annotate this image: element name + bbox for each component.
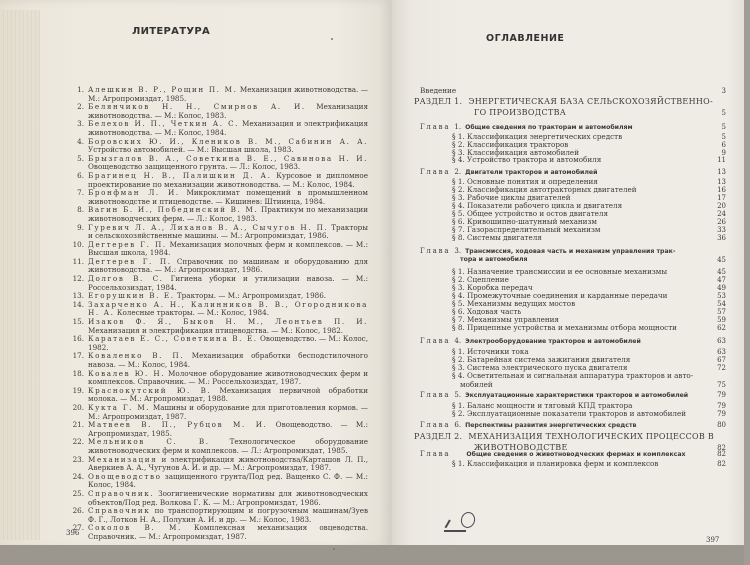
- toc-label: § 2. Сцепление: [452, 275, 509, 284]
- reference-title: Механизация молочных ферм и комплексов. — М.: Высшая школа, 1984.: [88, 239, 368, 258]
- toc-page-number: 79: [717, 391, 726, 399]
- reference-number: 25.: [72, 488, 84, 498]
- toc-label: [420, 450, 686, 459]
- toc-page-number: 45: [717, 268, 726, 276]
- reference-number: 26.: [72, 506, 84, 516]
- toc-label: § 6. Ходовая часть: [452, 307, 522, 316]
- reference-author: Дегтерев Г. П.: [88, 239, 167, 249]
- reference-number: 3.: [77, 119, 84, 129]
- reference-item: [68, 352, 368, 369]
- toc-page-number: 63: [717, 337, 726, 345]
- reference-title: Механизация и электрификация животноводства. — М.: Колос, 1984.: [88, 119, 369, 137]
- toc-page-number: 6: [721, 141, 726, 149]
- toc-label: § 2. Классификация тракторов: [452, 140, 569, 149]
- table-surface: [0, 545, 750, 565]
- reference-number: 16.: [72, 334, 84, 344]
- toc-label: § 2. Классификация автотракторных двигателей: [452, 185, 637, 194]
- chapter-number: 1.: [454, 123, 462, 131]
- reference-item: [68, 258, 368, 275]
- toc-label-continuation: мобилей: [460, 380, 493, 389]
- toc-label: § 5. Общее устройство и остов двигателя: [452, 209, 609, 218]
- reference-title: Механизация первичной обработки молока. — М.: Агропромиздат, 1988.: [88, 385, 368, 404]
- handwritten-underline-mark: [444, 530, 466, 532]
- reference-author: Изаков Ф. Я., Быков Н. М., Леонтьев П. И.: [88, 317, 368, 327]
- toc-page-number: 5: [721, 123, 726, 131]
- reference-author: Дегтерев Г. П.: [88, 256, 172, 266]
- reference-title: Тракторы. — М.: Агропромиздат, 1986.: [176, 291, 327, 301]
- reference-item: [68, 387, 368, 404]
- toc-page-number: 57: [717, 308, 726, 316]
- chapter-number: 5.: [454, 391, 462, 399]
- chapter-prefix: Глава: [420, 247, 451, 255]
- toc-label: [420, 421, 636, 430]
- reference-title: Механизация обработки бесподстилочного навоза. — М.: Колос, 1984.: [88, 351, 368, 369]
- section-title: МЕХАНИЗАЦИЯ ТЕХНОЛОГИЧЕСКИХ ПРОЦЕССОВ В: [468, 432, 715, 441]
- toc-label: § 3. Классификация автомобилей: [452, 148, 579, 157]
- reference-title: Механизация и электрификация птицеводства. — М.: Колос, 1982.: [88, 325, 344, 335]
- toc-page-number: 36: [717, 234, 726, 242]
- reference-title: Молочное оборудование животноводческих ферм и комплексов. Справочник. — М.: Россельхозиздат, 1987.: [88, 368, 368, 387]
- reference-title: по транспортирующим и погрузочным машинам/Зуев Ф. Г., Лотков Н. А., Полухин А. И. и др. — М.: Колос, 1983.: [88, 506, 368, 524]
- toc-page-number: 33: [717, 226, 726, 234]
- reference-item: [68, 241, 368, 258]
- toc-label: § 6. Кривошипно-шатунный механизм: [452, 217, 597, 226]
- toc-page-number: 20: [717, 202, 726, 210]
- reference-number: 11.: [72, 256, 84, 266]
- toc-label: [420, 123, 633, 132]
- reference-text: [88, 335, 368, 352]
- reference-number: 10.: [72, 239, 84, 249]
- chapter-title: Общие сведения по тракторам и автомобилям: [465, 124, 633, 131]
- chapter-number: 3.: [454, 247, 462, 255]
- reference-item: [68, 507, 368, 524]
- reference-text: [88, 258, 368, 275]
- toc-label: § 1. Назначение трансмиссии и ее основные механизмы: [452, 267, 668, 276]
- reference-text: [88, 387, 368, 404]
- reference-text: [88, 438, 368, 455]
- reference-text: [88, 224, 368, 241]
- reference-text: [88, 370, 368, 387]
- toc-label: § 2. Эксплуатационные показатели тракторов и автомобилей: [452, 409, 686, 418]
- chapter-prefix: Глава: [420, 391, 451, 399]
- reference-item: [68, 335, 368, 352]
- reference-author: Бронфман Л. И.: [88, 188, 180, 198]
- toc-page-number: 13: [717, 178, 726, 186]
- reference-title: Механизация животноводства. — М.: Агропромиздат, 1985.: [88, 85, 368, 103]
- toc-page-number: 54: [717, 300, 726, 308]
- reference-number: 13.: [72, 291, 84, 301]
- reference-title: Гигиена уборки и утилизации навоза. — М.: Россельхозиздат, 1984.: [88, 274, 368, 292]
- reference-text: [88, 155, 368, 172]
- reference-author: Ковалев Ю. Н.: [88, 368, 166, 378]
- toc-title: ОГЛАВЛЕНИЕ: [486, 33, 565, 44]
- chapter-prefix: Глава: [420, 421, 451, 429]
- reference-title: Механизация животноводства. — М.: Колос, 1983.: [88, 102, 368, 120]
- reference-title: Машины и оборудование для приготовления кормов. — М.: Агропромиздат, 1987.: [88, 402, 368, 421]
- reference-item: [68, 138, 368, 155]
- reference-title: и электрификация животноводства/Карташов Л. П., Аверкиев А. А., Чугунов А. И. и др. — М.: Агропромиздат, 1987.: [88, 454, 368, 473]
- reference-title: Колесные тракторы. — М.: Колос, 1984.: [116, 308, 269, 318]
- toc-label: § 5. Механизмы ведущих мостов: [452, 299, 576, 308]
- reference-text: [88, 456, 368, 473]
- reference-text: [88, 103, 368, 120]
- reference-number: 22.: [72, 437, 84, 447]
- references-list: [68, 86, 368, 541]
- section-prefix: РАЗДЕЛ 2.: [414, 432, 463, 441]
- reference-item: [68, 275, 368, 292]
- chapter-title: Электрооборудование тракторов и автомобилей: [465, 338, 641, 345]
- reference-item: [68, 490, 368, 507]
- chapter-number: 2.: [454, 168, 462, 176]
- reference-item: [68, 301, 368, 318]
- reference-author: Алешкин В. Р., Рощин П. М.: [88, 85, 238, 94]
- right-page: [392, 0, 744, 552]
- toc-label: Введение: [420, 86, 457, 95]
- reference-item: [68, 86, 368, 103]
- reference-number: 8.: [77, 205, 84, 215]
- reference-author: Вагин Б. И., Побединский В. М.: [88, 205, 259, 215]
- reference-author: Мельников С. В.: [88, 437, 210, 447]
- toc-label: [414, 433, 714, 441]
- reference-author: Краснокутский Ю. В.: [88, 385, 212, 395]
- reference-author: Кукта Г. М.: [88, 402, 151, 412]
- chapter-prefix: Глава: [420, 168, 451, 176]
- reference-item: [68, 473, 368, 490]
- toc-label: § 7. Газораспределительный механизм: [452, 225, 601, 234]
- toc-page-number: 82: [717, 460, 726, 468]
- reference-item: [68, 404, 368, 421]
- toc-page-number: 82: [717, 444, 726, 452]
- toc-page-number: 80: [717, 421, 726, 429]
- reference-number: 21.: [72, 420, 84, 430]
- reference-title: Овощеводство. — М.: Колос, 1982.: [88, 334, 368, 352]
- reference-item: [68, 456, 368, 473]
- page-number-right: 397: [706, 536, 720, 544]
- reference-number: 20.: [72, 402, 84, 412]
- reference-number: 1.: [77, 85, 84, 94]
- toc-label: § 1. Классификация и планировка ферм и комплексов: [452, 459, 659, 468]
- toc-page-number: 11: [717, 156, 726, 164]
- toc-page-number: 13: [717, 168, 726, 176]
- reference-author: Белехов И. П., Четкин А. С.: [88, 119, 240, 129]
- toc-label: § 4. Промежуточные соединения и карданные передачи: [452, 291, 668, 300]
- reference-number: 4.: [77, 136, 84, 146]
- reference-text: [88, 507, 368, 524]
- toc-label: § 8. Прицепные устройства и механизмы отбора мощности: [452, 323, 677, 332]
- reference-author: Брызгалов В. А., Советкина В. Е., Савинова Н. И.: [88, 153, 368, 163]
- toc-page-number: 72: [717, 364, 726, 372]
- reference-title: Комплексная механизация овцеводства. Справочник. — М.: Агропромиздат, 1987.: [88, 523, 369, 541]
- reference-title: Тракторы и сельскохозяйственные машины. — М.: Агропромиздат, 1986.: [88, 222, 368, 241]
- reference-text: [88, 318, 368, 335]
- reference-number: 19.: [72, 385, 84, 395]
- references-title: ЛИТЕРАТУРА: [132, 26, 210, 37]
- toc-label: § 2. Батарейная система зажигания двигателя: [452, 355, 631, 364]
- reference-number: 12.: [72, 274, 84, 284]
- reference-author: Боровских Ю. И., Клеников В. М., Сабинин А. А.: [88, 136, 368, 146]
- chapter-title: Перспективы развития энергетических средств: [465, 422, 637, 429]
- reference-title: Микроклимат помещений в промышленном животноводстве и птицеводстве. — Кишинев: Штиинца, 1984.: [88, 188, 368, 206]
- reference-title: Овощеводство. — М.: Агропромиздат, 1985.: [88, 420, 368, 438]
- toc-page-number: 79: [717, 402, 726, 410]
- reference-author: Справочник: [88, 506, 151, 516]
- reference-author: Белянчиков Н. Н., Смирнов А. И.: [88, 102, 306, 112]
- reference-number: 2.: [77, 102, 84, 112]
- toc-label: § 4. Осветительная и сигнальная аппаратура тракторов и авто-: [452, 371, 694, 380]
- toc-page-number: 62: [717, 324, 726, 332]
- toc-label: [420, 337, 641, 346]
- reference-number: 14.: [72, 299, 84, 309]
- toc-page-number: 16: [717, 186, 726, 194]
- toc-label-continuation: ЖИВОТНОВОДСТВЕ: [474, 443, 568, 452]
- reference-author: Механизация: [88, 454, 158, 464]
- toc-page-number: 79: [717, 410, 726, 418]
- chapter-number: 6.: [454, 421, 462, 429]
- toc-label-continuation: тора и автомобиля: [460, 256, 528, 263]
- toc-label: § 1. Основные понятия и определения: [452, 177, 598, 186]
- speck: [333, 548, 335, 550]
- toc-label: § 1. Баланс мощности и тяговый КПД трактора: [452, 401, 633, 410]
- reference-text: [88, 189, 368, 206]
- reference-item: [68, 189, 368, 206]
- toc-page-number: 45: [717, 256, 726, 264]
- chapter-prefix: Глава: [420, 337, 451, 345]
- reference-item: [68, 172, 368, 189]
- reference-number: 7.: [77, 188, 84, 198]
- reference-title: Курсовое и дипломное проектирование по механизации животноводства. — М.: Колос, 1984.: [88, 170, 368, 189]
- toc-page-number: 63: [717, 348, 726, 356]
- reference-title: Технологическое оборудование животноводческих ферм и комплексов. — Л.: Агропромиздат, 1985.: [88, 437, 368, 455]
- chapter-number: 4.: [454, 337, 462, 345]
- reference-item: [68, 206, 368, 223]
- toc-label-continuation: ГО ПРОИЗВОДСТВА: [474, 108, 567, 117]
- toc-page-number: 17: [717, 194, 726, 202]
- reference-title: Практикум по механизации животноводческих ферм. — Л.: Колос, 1983.: [88, 205, 368, 223]
- toc-label: [420, 247, 675, 256]
- toc-label: § 4. Показатели рабочего цикла и двигателя: [452, 201, 623, 210]
- chapter-title: Эксплуатационные характеристики тракторов и автомобилей: [465, 392, 689, 399]
- page-edges: [0, 10, 40, 540]
- reference-text: [88, 172, 368, 189]
- chapter-prefix: Глава: [420, 123, 451, 131]
- reference-item: [68, 155, 368, 172]
- toc-label: § 8. Системы двигателя: [452, 233, 542, 242]
- reference-title: Устройство автомобилей. — М.: Высшая школа, 1983.: [88, 145, 294, 155]
- reference-author: Коваленко В. П.: [88, 351, 185, 361]
- toc-page-number: 47: [717, 276, 726, 284]
- reference-author: Матвеев В. П., Рубцов М. И.: [88, 420, 268, 430]
- reference-text: [88, 86, 368, 103]
- section-title: ЭНЕРГЕТИЧЕСКАЯ БАЗА СЕЛЬСКОХОЗЯЙСТВЕННО-: [468, 97, 713, 106]
- toc-label: § 1. Классификация энергетических средств: [452, 132, 623, 141]
- reference-author: Соколов В. М.: [88, 523, 182, 533]
- chapter-title: Общие сведения о животноводческих фермах и комплексах: [466, 451, 686, 458]
- toc-page-number: 24: [717, 210, 726, 218]
- reference-author: Каратаев Е. С., Советкина В. Е.: [88, 334, 258, 344]
- section-prefix: РАЗДЕЛ 1.: [414, 97, 463, 106]
- page-number-left: 396: [66, 529, 80, 537]
- reference-number: 24.: [72, 471, 84, 481]
- toc-page-number: 59: [717, 316, 726, 324]
- reference-text: [88, 138, 368, 155]
- reference-text: [88, 421, 368, 438]
- toc-page-number: 26: [717, 218, 726, 226]
- reference-item: [68, 318, 368, 335]
- reference-number: 27.: [72, 523, 84, 533]
- reference-author: Справочник.: [88, 488, 155, 498]
- reference-text: [88, 301, 368, 318]
- reference-author: Гуревич Л. А., Лиханов В. А., Сычугов Н. П.: [88, 222, 329, 232]
- toc-label: § 1. Источники тока: [452, 347, 529, 356]
- reference-text: [88, 275, 368, 292]
- speck: [331, 38, 333, 40]
- toc-page-number: 5: [721, 133, 726, 141]
- reference-text: [88, 352, 368, 369]
- toc-page-number: 82: [717, 450, 726, 458]
- toc-label: § 7. Механизмы управления: [452, 315, 559, 324]
- reference-item: [68, 438, 368, 455]
- reference-item: [68, 421, 368, 438]
- toc-page-number: 67: [717, 356, 726, 364]
- chapter-title: Двигатели тракторов и автомобилей: [465, 169, 598, 176]
- reference-text: [88, 490, 368, 507]
- reference-text: [88, 120, 368, 137]
- book-edge: [744, 0, 750, 565]
- reference-item: [68, 370, 368, 387]
- reference-item: [68, 524, 368, 541]
- reference-text: [88, 241, 368, 258]
- reference-title: Справочник по машинам и оборудованию для животноводства. — М.: Агропромиздат, 1986.: [88, 256, 369, 275]
- reference-number: 6.: [77, 170, 84, 180]
- reference-author: Брагинец Н. В., Палишкин Д. А.: [88, 170, 272, 180]
- toc-label: § 3. Рабочие циклы двигателей: [452, 193, 571, 202]
- reference-item: [68, 120, 368, 137]
- toc-label: [420, 391, 688, 400]
- toc-page-number: 49: [717, 284, 726, 292]
- reference-item: [68, 103, 368, 120]
- reference-text: [88, 206, 368, 223]
- reference-number: 9.: [77, 222, 84, 232]
- reference-text: [88, 473, 368, 490]
- reference-title: Зоогигиенические нормативы для животноводческих объектов/Под ред. Волкова Г. К. — М.: Агропромиздат, 1986.: [88, 488, 368, 507]
- reference-number: 15.: [72, 317, 84, 327]
- reference-title: Овощеводство защищенного грунта. — Л.: Колос, 1983.: [88, 162, 301, 172]
- reference-number: 18.: [72, 368, 84, 378]
- reference-author: Овощеводство: [88, 471, 162, 481]
- toc-label: § 4. Устройство трактора и автомобиля: [452, 155, 602, 164]
- reference-number: 23.: [72, 454, 84, 464]
- toc-page-number: 53: [717, 292, 726, 300]
- chapter-prefix: Глава: [420, 450, 451, 458]
- toc-page-number: 9: [721, 149, 726, 157]
- reference-author: Долгов В. С.: [88, 274, 164, 284]
- toc-page-number: 3: [721, 87, 726, 95]
- reference-text: [88, 524, 368, 541]
- toc-page-number: 75: [717, 381, 726, 389]
- chapter-title: Трансмиссия, ходовая часть и механизм управления трак-: [465, 248, 676, 255]
- reference-number: 17.: [72, 351, 84, 361]
- reference-item: [68, 224, 368, 241]
- toc-label: [420, 168, 597, 177]
- reference-author: Егорушкин В. Е.: [88, 291, 175, 301]
- reference-number: 5.: [77, 153, 84, 163]
- toc-label: § 3. Коробка передач: [452, 283, 533, 292]
- reference-text: [88, 404, 368, 421]
- reference-author: Захарченко А. Н., Калинников В. В., Огородникова Н. А.: [88, 299, 368, 318]
- toc-label: § 3. Система электрического пуска двигателя: [452, 363, 628, 372]
- toc-label: [414, 98, 713, 106]
- toc-page-number: 5: [721, 109, 726, 117]
- reference-title: защищенного грунта/Под ред. Ващенко С. Ф. — М.: Колос, 1984.: [88, 471, 368, 490]
